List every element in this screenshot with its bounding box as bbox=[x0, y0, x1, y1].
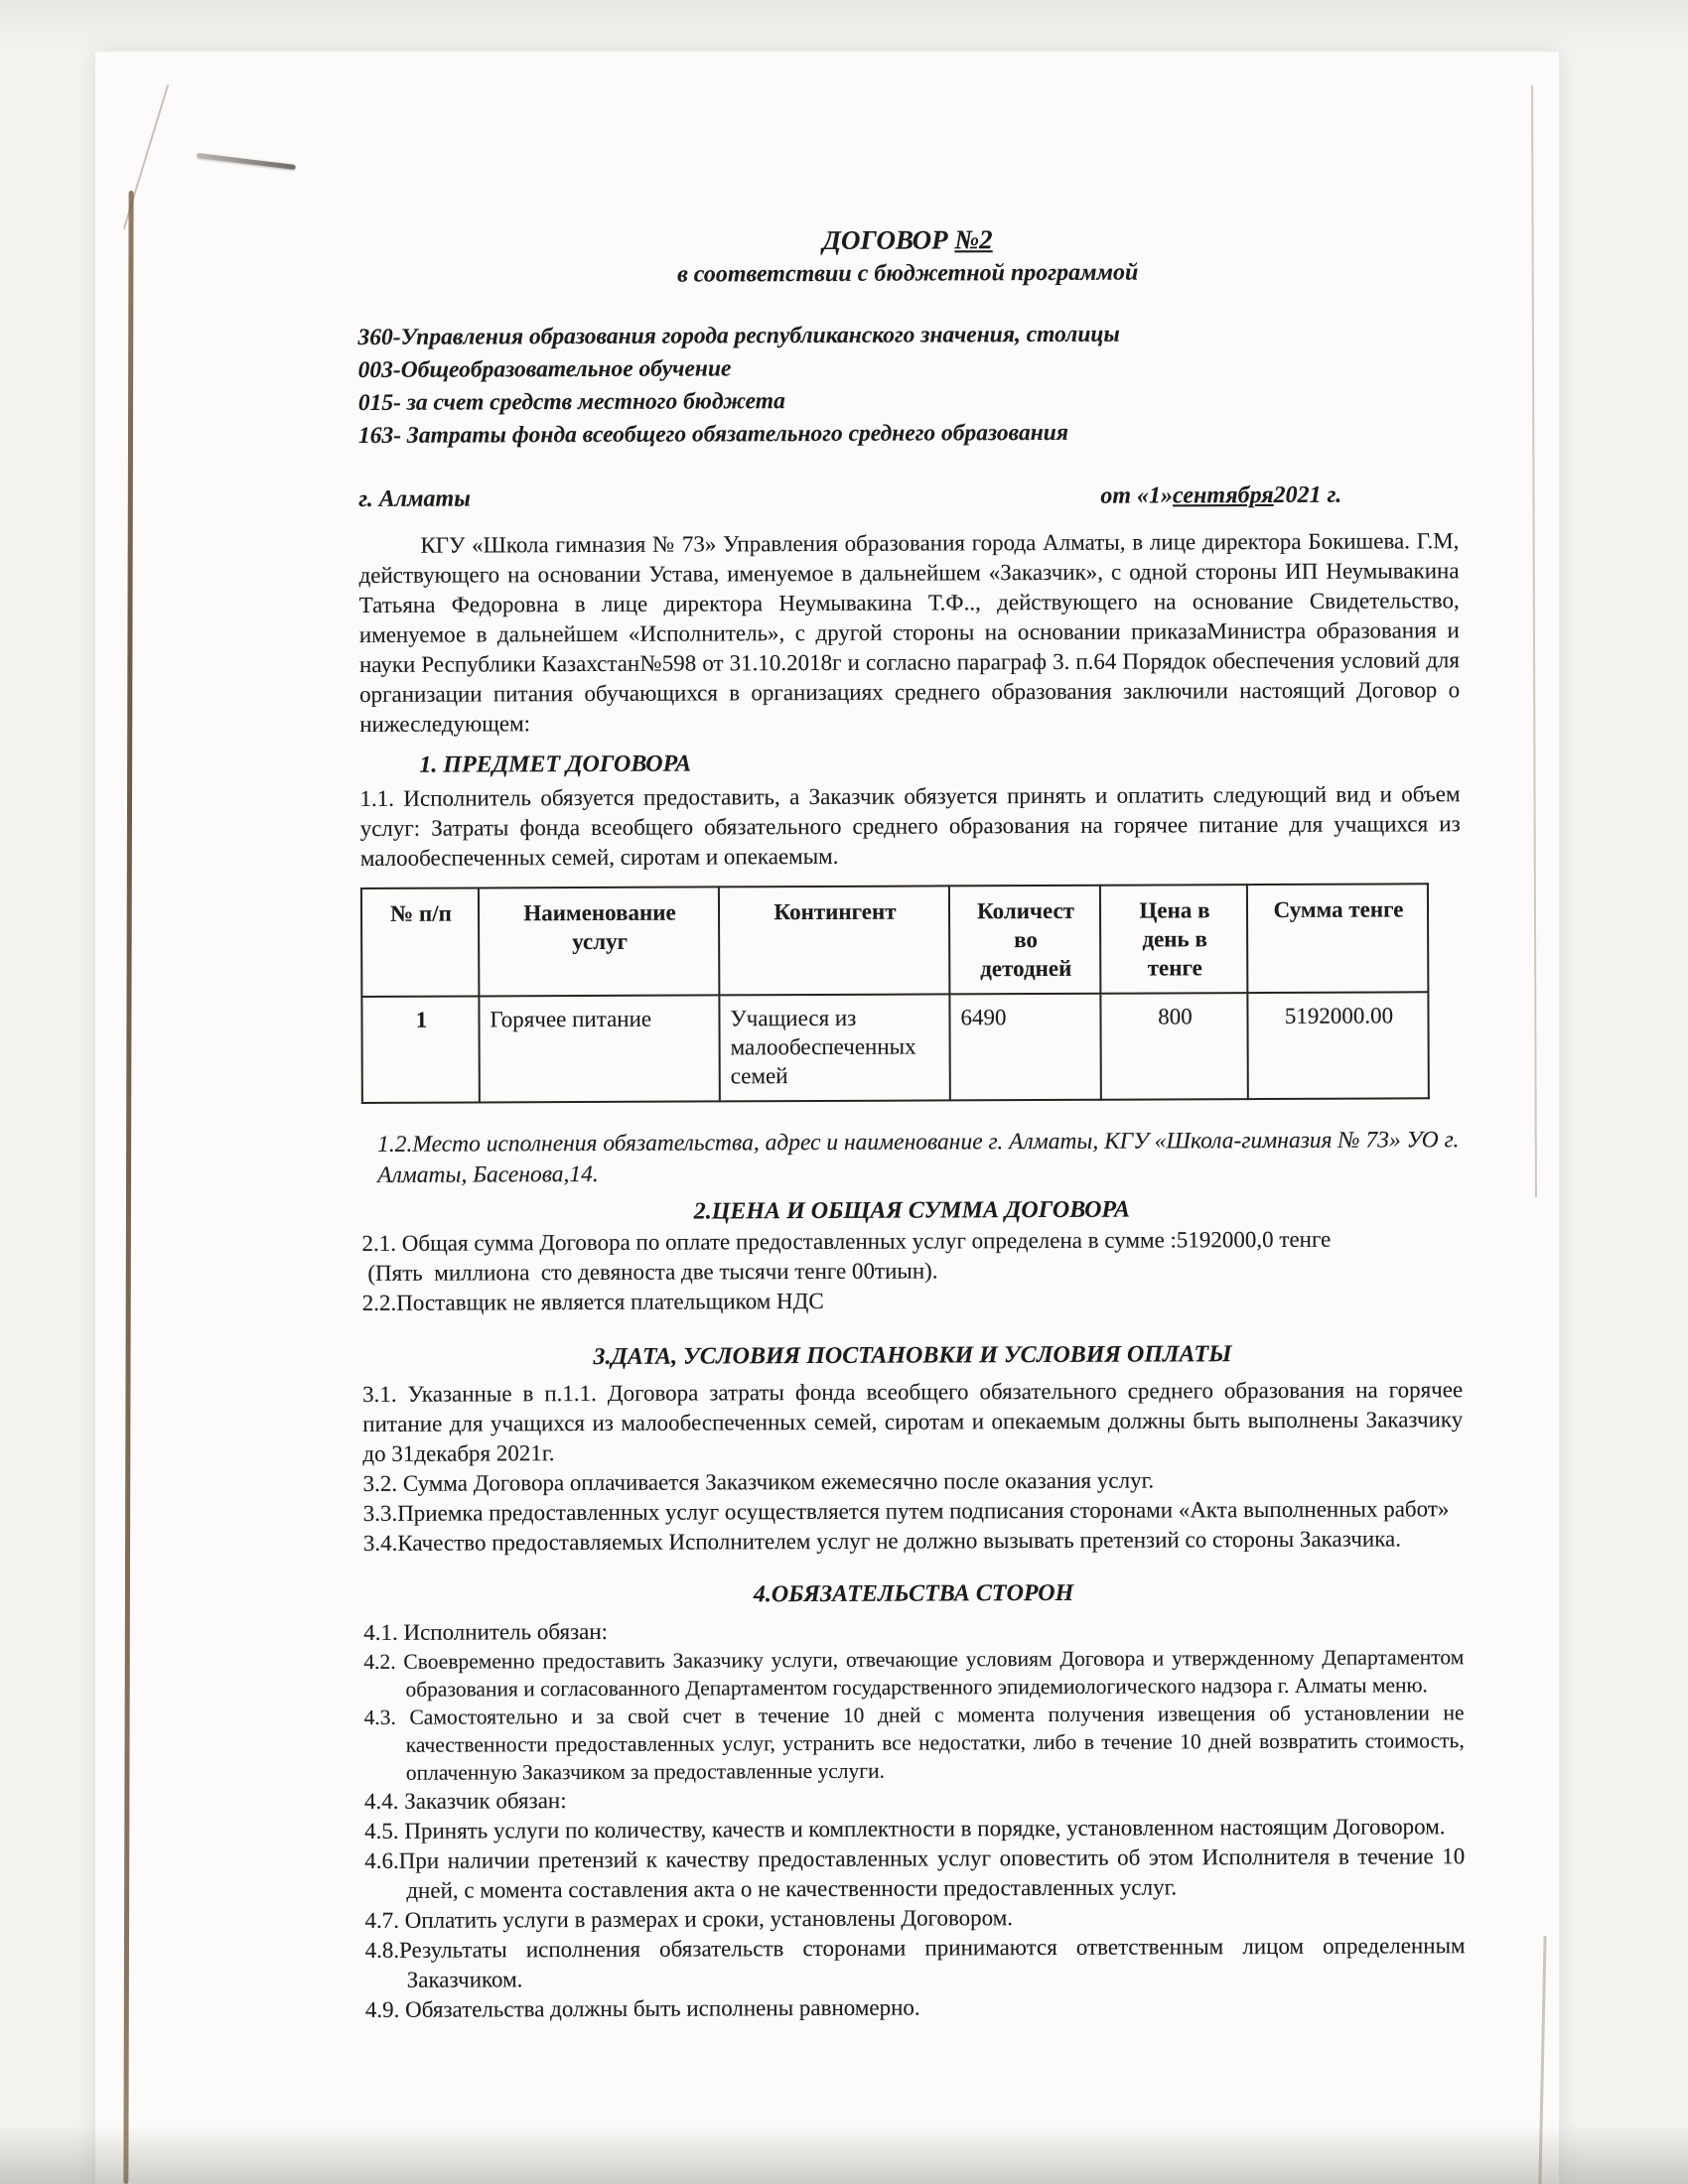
contract-content bbox=[357, 219, 1466, 2025]
section-3-heading: 3.ДАТА, УСЛОВИЯ ПОСТАНОВКИ И УСЛОВИЯ ОПЛАТЫ bbox=[593, 1341, 1232, 1370]
table-header-cell: № п/п bbox=[361, 887, 479, 997]
budget-program-line: 003-Общеобразовательное обучение bbox=[357, 355, 732, 383]
intro-paragraph: КГУ «Школа гимназия № 73» Управления образования города Алматы, в лице директора Бокишева. Г.М, действующего на основании Устава, именуемое в дальнейшем «Заказчик», с одной стороны ИП Неумывакина Татьяна Федоровна в лице директора Неумывакина Т.Ф.., действующего на основание Свидетельство, именуемое в дальнейшем «Исполнитель», с другой стороны на основании приказаМинистра образования и науки Республики Казахстан№598 от 31.10.2018г и согласно параграф 3. п.64 Порядок обеспечения условий для организации питания обучающихся в организациях среднего образования заключили настоящий Договор о нижеследующем: bbox=[358, 528, 1461, 737]
table-header-cell: Количест во детодней bbox=[949, 886, 1100, 995]
contract-title bbox=[357, 219, 1458, 260]
contract-title-text: ДОГОВОР bbox=[822, 224, 948, 255]
services-table bbox=[360, 883, 1430, 1104]
scan-top-shadow bbox=[0, 0, 1688, 50]
section-1-heading: 1. ПРЕДМЕТ ДОГОВОРА bbox=[419, 751, 692, 778]
clause-4-9: 4.9. Обязательства должны быть исполнены равномерно. bbox=[364, 1994, 920, 2022]
table-header-cell: Контингент bbox=[719, 886, 949, 995]
table-cell-number: 1 bbox=[361, 996, 479, 1103]
table-header-row bbox=[361, 884, 1428, 997]
section-2-heading: 2.ЦЕНА И ОБЩАЯ СУММА ДОГОВОРА bbox=[693, 1196, 1131, 1225]
clause-3-1: 3.1. Указанные в п.1.1. Договора затраты фонда всеобщего обязательного среднего образования на горячее питание для учащихся из малообеспеченных семей, сиротам и опекаемым должны быть выполнены Заказчику до 31декабря 2021г. bbox=[362, 1377, 1464, 1466]
table-cell-contingent: Учащиеся из малообеспеченных семей bbox=[719, 994, 949, 1101]
table-header-cell: Наименование услуг bbox=[479, 887, 719, 996]
clause-4-7: 4.7. Оплатить услуги в размерах и сроки, установлены Договором. bbox=[364, 1905, 1014, 1933]
clause-4-8: 4.8.Результаты исполнения обязательств сторонами принимаются ответственным лицом определенным Заказчиком. bbox=[364, 1933, 1466, 1992]
clause-4-2: 4.2. Своевременно предоставить Заказчику услуги, отвечающие условиям Договора и утвержденному Департаментом образования и согласованного Департаментом государственного эпидемиологического надзора г. Алматы меню. bbox=[363, 1645, 1465, 1702]
contract-number: №2 bbox=[954, 224, 993, 255]
clause-4-1: 4.1. Исполнитель обязан: bbox=[363, 1618, 609, 1645]
date-month: сентября bbox=[1172, 481, 1274, 509]
clause-3-3: 3.3.Приемка предоставленных услуг осуществляется путем подписания сторонами «Акта выполненных работ» bbox=[362, 1496, 1450, 1526]
table-row bbox=[361, 992, 1428, 1103]
clause-2-2: 2.2.Поставщик не является плательщиком НДС bbox=[361, 1288, 824, 1315]
budget-program-line: 015- за счет средств местного бюджета bbox=[357, 388, 785, 416]
date-year: 2021 г. bbox=[1273, 481, 1342, 508]
clause-2-1: 2.1. Общая сумма Договора по оплате предоставленных услуг определена в сумме :5192000,0 тенге (Пять миллиона сто девяноста две тысячи тенге 00тиын). bbox=[361, 1226, 1332, 1286]
section-4-heading: 4.ОБЯЗАТЕЛЬСТВА СТОРОН bbox=[753, 1579, 1074, 1608]
table-header-cell: Сумма тенге bbox=[1247, 884, 1428, 993]
budget-program-block bbox=[357, 317, 1459, 453]
table-cell-service: Горячее питание bbox=[479, 995, 719, 1102]
table-cell-price: 800 bbox=[1100, 993, 1247, 1100]
city-label: г. Алматы bbox=[358, 485, 471, 512]
contract-date bbox=[1100, 482, 1341, 510]
scan-bottom-shadow bbox=[0, 2124, 1688, 2184]
date-prefix: от «1» bbox=[1100, 482, 1174, 509]
table-cell-sum: 5192000.00 bbox=[1247, 992, 1428, 1099]
clause-1-1: 1.1. Исполнитель обязуется предоставить, а Заказчик обязуется принять и оплатить следующий вид и объем услуг: Затраты фонда всеобщего обязательного среднего образования на горячее питание для учащихся из малообеспеченных семей, сиротам и опекаемым. bbox=[359, 781, 1461, 871]
city-date-row bbox=[358, 481, 1459, 513]
clause-1-2: 1.2.Место исполнения обязательства, адрес и наименование г. Алматы, КГУ «Школа-гимназия № 73» УО г. Алматы, Басенова,14. bbox=[376, 1127, 1460, 1188]
clause-3-2: 3.2. Сумма Договора оплачивается Заказчиком ежемесячно после оказания услуг. bbox=[362, 1467, 1155, 1496]
clause-4-4: 4.4. Заказчик обязан: bbox=[363, 1788, 567, 1814]
budget-program-line: 360-Управления образования города республиканского значения, столицы bbox=[357, 321, 1120, 350]
contract-subtitle: в соответствии с бюджетной программой bbox=[676, 259, 1139, 288]
table-cell-quantity: 6490 bbox=[949, 994, 1100, 1101]
clause-3-4: 3.4.Качество предоставляемых Исполнителем услуг не должно вызывать претензий со стороны Заказчика. bbox=[362, 1526, 1402, 1556]
clause-4-6: 4.6.При наличии претензий к качеству предоставленных услуг оповестить об этом Исполнителя в течение 10 дней, с момента составления акта о не качественности предоставленных услуг. bbox=[364, 1843, 1466, 1903]
clause-4-5: 4.5. Принять услуги по количеству, качеств и комплектности в порядке, установленном настоящим Договором. bbox=[364, 1814, 1446, 1843]
table-header-cell: Цена в день в тенге bbox=[1100, 885, 1247, 994]
budget-program-line: 163- Затраты фонда всеобщего обязательного среднего образования bbox=[357, 419, 1068, 449]
clause-4-3: 4.3. Самостоятельно и за свой счет в течение 10 дней с момента получения извещения об установлении не качественности предоставленных услуг, устранить все недостатки, либо в течение 10 дней возвратить стоимость, оплаченную Заказчиком за предоставленные услуги. bbox=[363, 1701, 1465, 1785]
